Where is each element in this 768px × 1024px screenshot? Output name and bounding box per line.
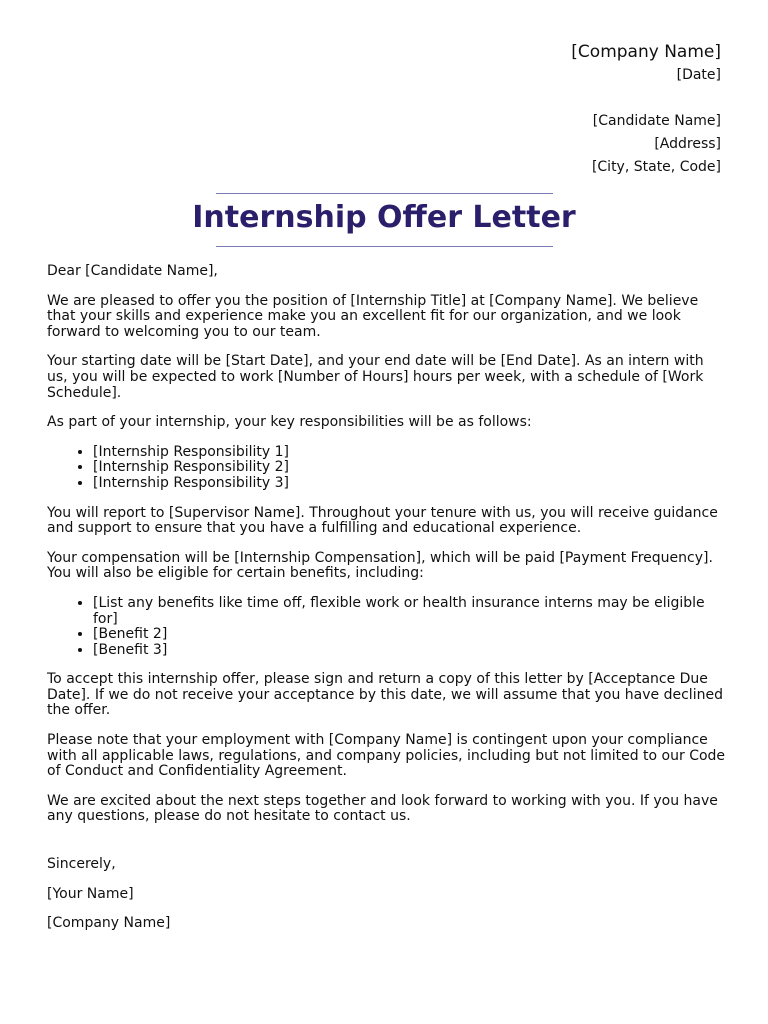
paragraph-acceptance: To accept this internship offer, please sign and return a copy of this letter by [Acceptance Due Date]. If we do not receive your acceptance by this date, we will assume that you have declined the offer. — [47, 671, 723, 719]
title-bottom-rule — [216, 246, 553, 247]
header-city-state-code: [City, State, Code] — [591, 159, 721, 175]
paragraph-supervisor: You will report to [Supervisor Name]. Throughout your tenure with us, you will receive guidance and support to ensure that you have a fulfilling and educational experience. — [47, 504, 718, 537]
responsibilities-list — [47, 445, 727, 492]
list-item: • [Benefit 2] — [93, 627, 727, 643]
title-block — [0, 193, 768, 247]
paragraph-offer: We are pleased to offer you the position of [Internship Title] at [Company Name]. We believe that your skills and experience make you an excellent fit for our organization, and we look forward to welcoming you to our team. — [47, 292, 699, 340]
letter-body — [47, 264, 727, 946]
letter-title: Internship Offer Letter — [192, 200, 576, 235]
list-item: • [List any benefits like time off, flexible work or health insurance interns may be eligible for] — [93, 596, 727, 627]
signer-name: [Your Name] — [47, 885, 134, 902]
list-item: • [Internship Responsibility 1] — [93, 445, 727, 461]
closing: Sincerely, — [47, 856, 116, 873]
title-top-rule — [216, 193, 553, 194]
list-item: • [Benefit 3] — [93, 643, 727, 659]
list-item: • [Internship Responsibility 3] — [93, 476, 727, 492]
benefits-list — [47, 596, 727, 658]
letter-header — [571, 40, 721, 179]
header-address: [Address] — [654, 136, 721, 152]
paragraph-schedule: Your starting date will be [Start Date], and your end date will be [End Date]. As an intern with us, you will be expected to work [Number of Hours] hours per week, with a schedule of [Work Schedule]. — [47, 353, 704, 401]
salutation: Dear [Candidate Name], — [47, 263, 218, 279]
header-date: [Date] — [676, 67, 721, 83]
paragraph-next-steps: We are excited about the next steps together and look forward to working with you. If you have any questions, please do not hesitate to contact us. — [47, 792, 718, 825]
paragraph-responsibilities-intro: As part of your internship, your key responsibilities will be as follows: — [47, 414, 532, 431]
paragraph-compensation: Your compensation will be [Internship Compensation], which will be paid [Payment Frequency]. You will also be eligible for certain benefits, including: — [47, 549, 713, 582]
signer-company: [Company Name] — [47, 915, 171, 932]
paragraph-compliance: Please note that your employment with [Company Name] is contingent upon your compliance with all applicable laws, regulations, and company policies, including but not limited to our Code of Conduct and Confidentiality Agreement. — [47, 732, 726, 780]
header-candidate-name: [Candidate Name] — [592, 113, 721, 129]
header-company-name: [Company Name] — [571, 42, 721, 62]
list-item: • [Internship Responsibility 2] — [93, 460, 727, 476]
